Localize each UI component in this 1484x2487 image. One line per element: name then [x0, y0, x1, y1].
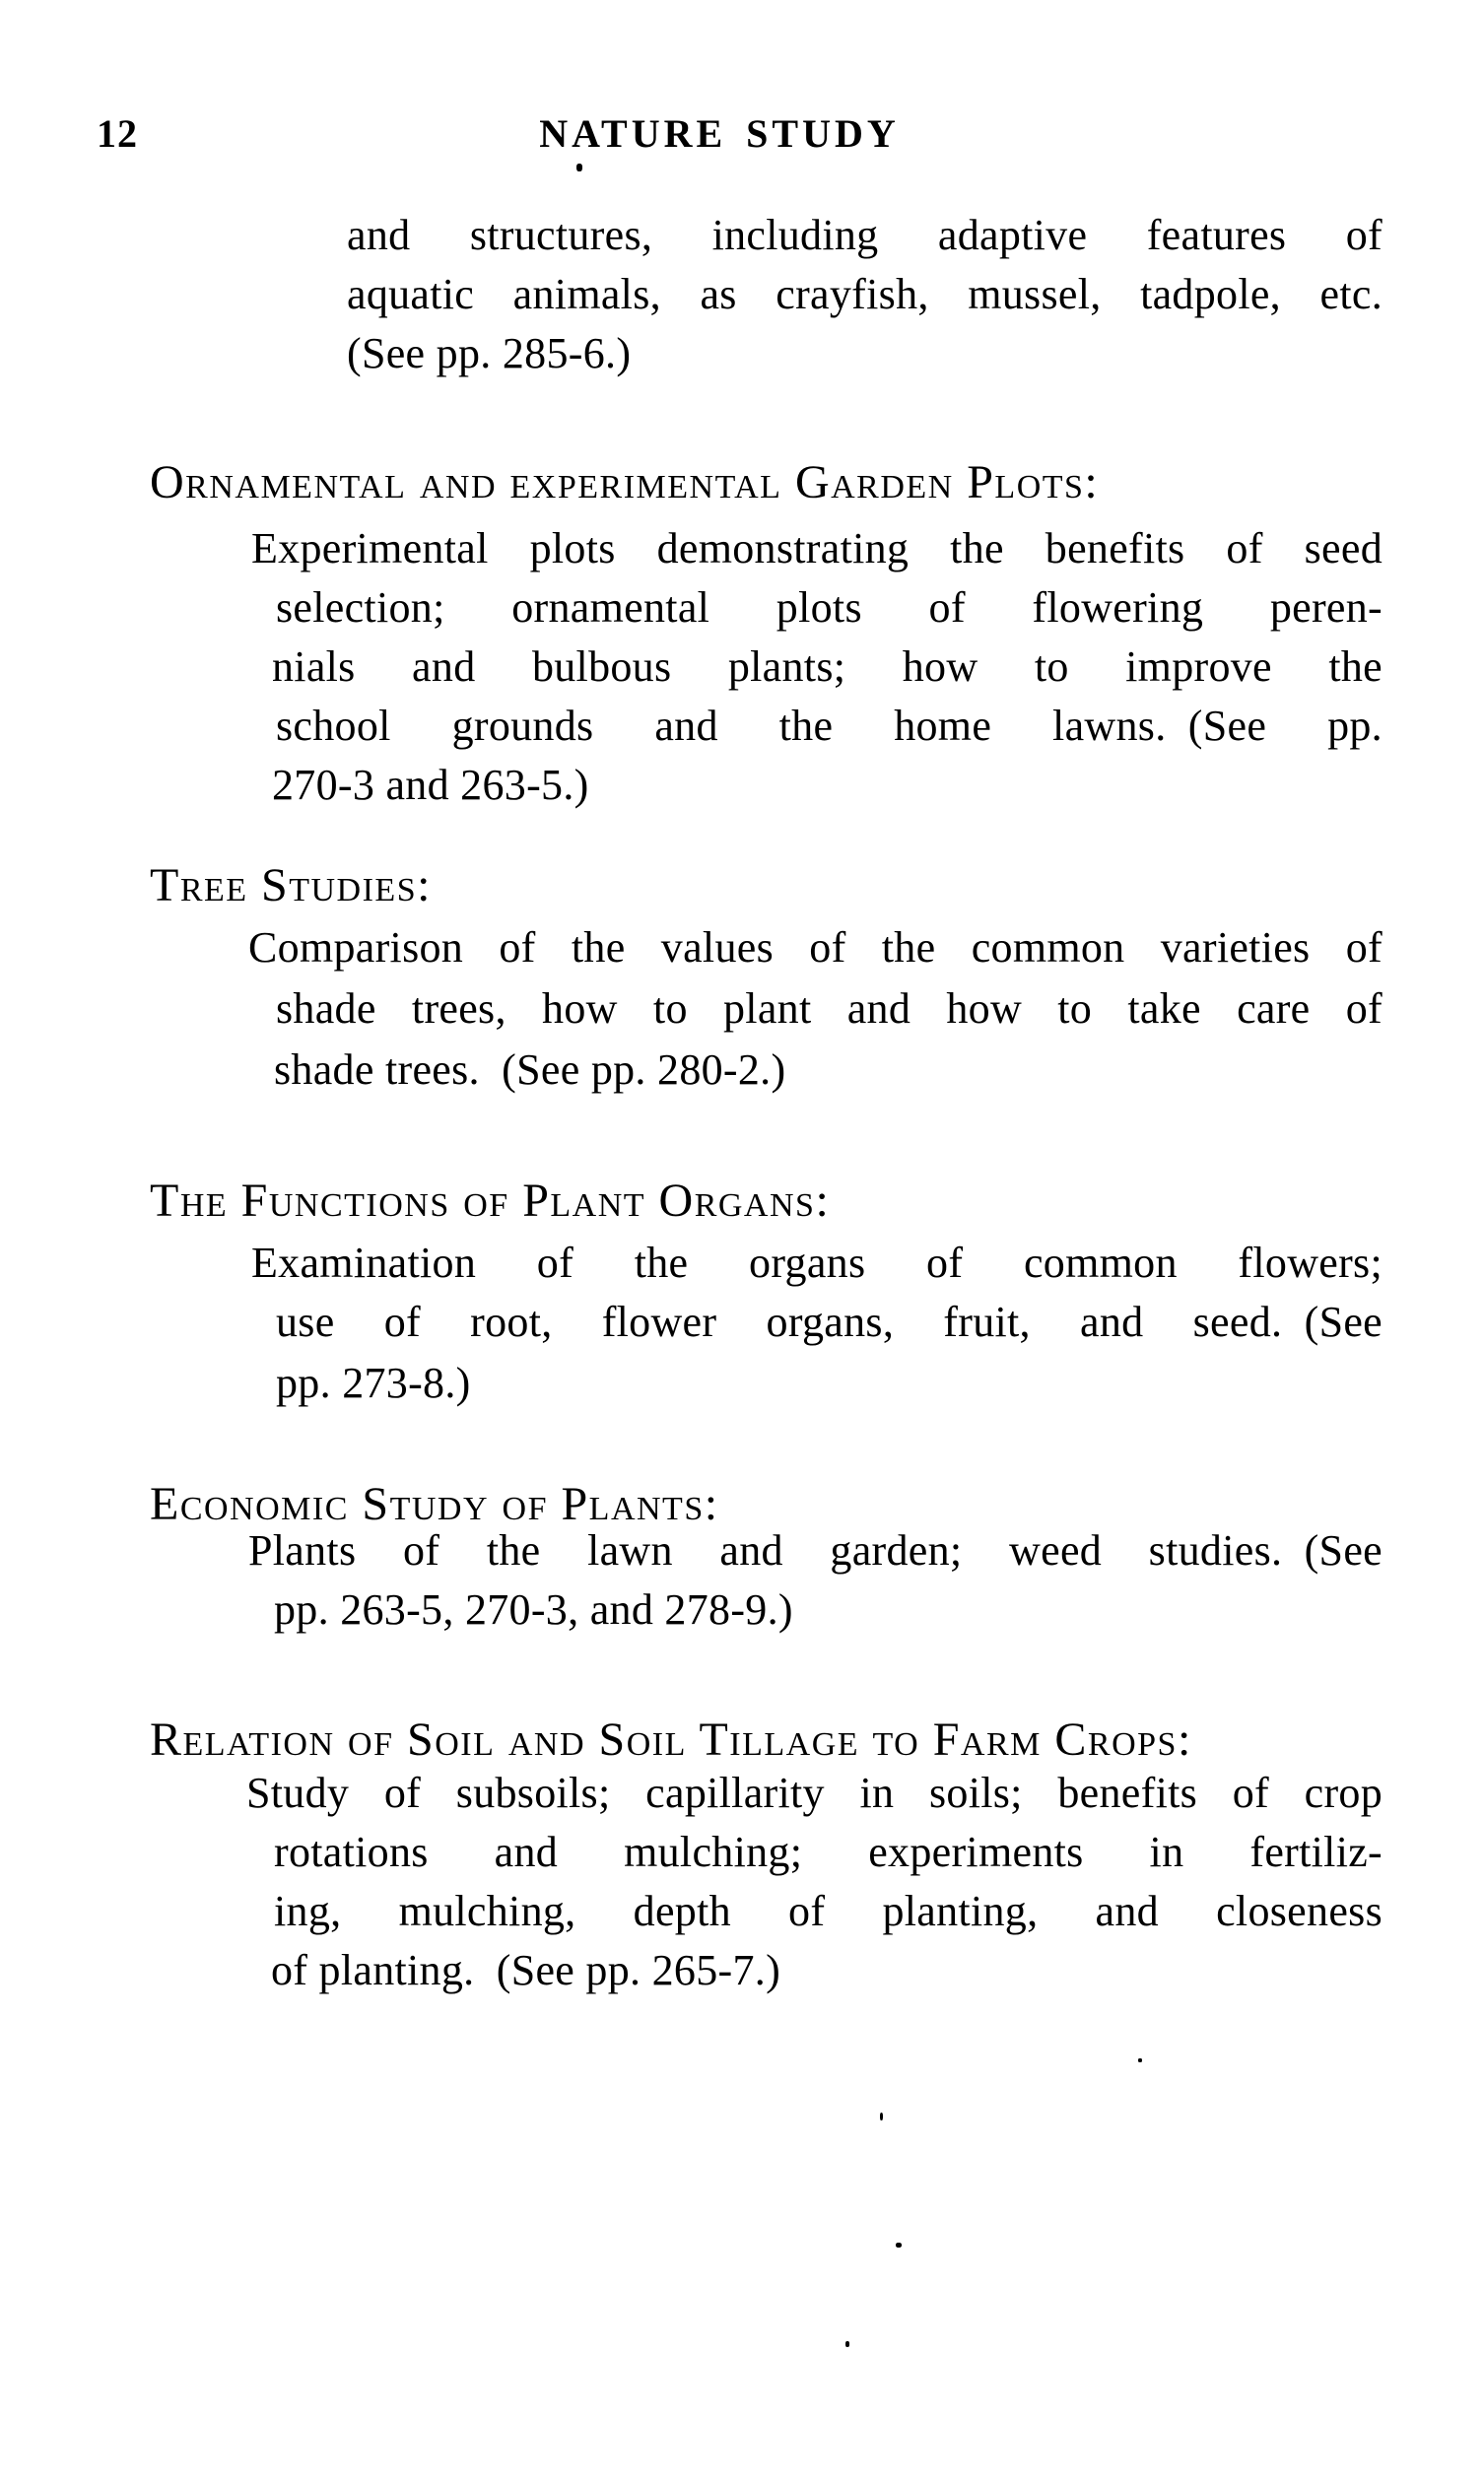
- scan-speck: [880, 2113, 883, 2120]
- paragraph-line: Comparison of the values of the common varieties of: [248, 923, 1383, 972]
- page-number: 12: [97, 111, 138, 156]
- paragraph-line: aquatic animals, as crayfish, mussel, tadpole, etc.: [347, 270, 1383, 318]
- section-heading: Ornamental and experimental Garden Plots:: [150, 456, 1100, 508]
- scan-speck: [845, 2341, 849, 2347]
- paragraph-line: selection; ornamental plots of flowering peren-: [276, 583, 1383, 632]
- paragraph-line: Study of subsoils; capillarity in soils; benefits of crop: [246, 1769, 1383, 1817]
- paragraph-line: Plants of the lawn and garden; weed studies. (See: [248, 1526, 1383, 1575]
- section-heading: Relation of Soil and Soil Tillage to Farm Crops:: [150, 1714, 1192, 1766]
- paragraph-line: Examination of the organs of common flowers;: [251, 1239, 1383, 1287]
- section-heading: The Functions of Plant Organs:: [150, 1175, 831, 1227]
- section-heading: Economic Study of Plants:: [150, 1478, 719, 1530]
- paragraph-line: shade trees. (See pp. 280-2.): [274, 1045, 786, 1094]
- paragraph-line: nials and bulbous plants; how to improve the: [272, 642, 1383, 691]
- section-heading: Tree Studies:: [150, 859, 432, 911]
- paragraph-line: ing, mulching, depth of planting, and closeness: [274, 1887, 1383, 1935]
- paragraph-line: pp. 273-8.): [276, 1359, 471, 1407]
- scan-speck: [896, 2243, 902, 2248]
- paragraph-line: school grounds and the home lawns. (See pp.: [276, 702, 1383, 750]
- paragraph-line: (See pp. 285-6.): [347, 329, 632, 377]
- paragraph-line: 270-3 and 263-5.): [272, 761, 589, 809]
- paragraph-line: and structures, including adaptive features of: [347, 211, 1383, 259]
- paragraph-line: Experimental plots demonstrating the benefits of seed: [251, 524, 1383, 572]
- running-title: NATURE STUDY: [539, 111, 900, 156]
- paragraph-line: shade trees, how to plant and how to take care of: [276, 984, 1383, 1033]
- paragraph-line: rotations and mulching; experiments in fertiliz-: [274, 1828, 1383, 1876]
- scan-speck: [576, 164, 582, 171]
- scan-speck: [1138, 2058, 1142, 2062]
- paragraph-line: of planting. (See pp. 265-7.): [271, 1946, 781, 1994]
- paragraph-line: pp. 263-5, 270-3, and 278-9.): [274, 1585, 793, 1634]
- paragraph-line: use of root, flower organs, fruit, and seed. (See: [276, 1298, 1383, 1346]
